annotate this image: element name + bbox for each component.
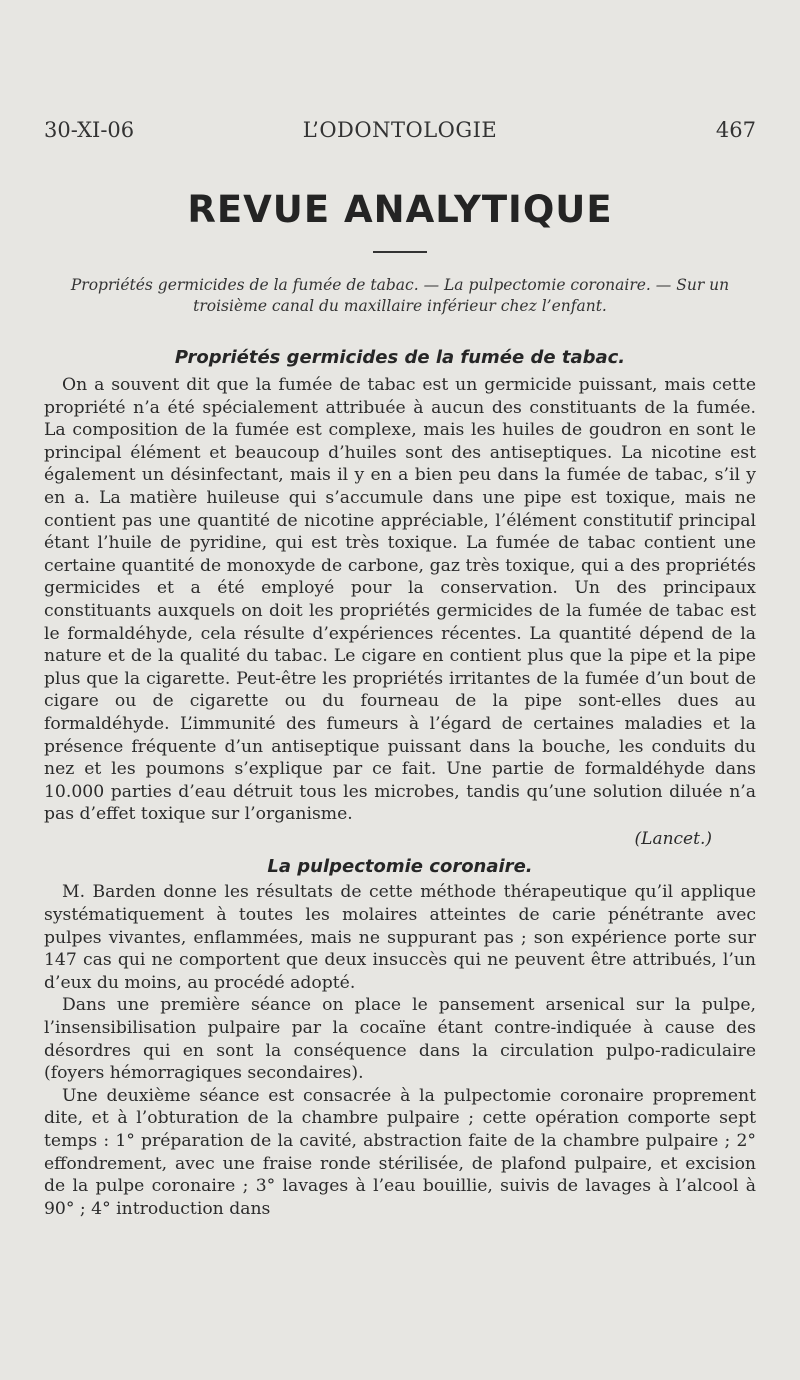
page-title: REVUE ANALYTIQUE: [187, 188, 613, 231]
title-divider: [373, 251, 427, 253]
page-number: 467: [715, 118, 756, 142]
source-citation: (Lancet.): [634, 828, 712, 849]
issue-date: 30-XI-06: [44, 118, 135, 142]
paragraph: On a souvent dit que la fumée de tabac est un germicide puissant, mais cette propriété n’a été spécialement attribuée à aucun des constituants de la fumée. La composition de la fumée est complexe, mais les huiles de goudron en sont le principal élément et beaucoup d’huiles sont des antiseptiques. La nicotine est également un désinfectant, mais il y en a bien peu dans la fumée de tabac, s’il y en a. La matière huileuse qui s’accumule dans une pipe est toxique, mais ne contient pas une quantité de nicotine appréciable, l’élément constitutif principal étant l’huile de pyridine, qui est très toxique. La fumée de tabac contient une certaine quantité de monoxyde de carbone, gaz très toxique, qui a des propriétés germicides et a été employé pour la conservation. Un des principaux constituants auxquels on doit les propriétés germicides de la fumée de tabac est le formaldéhyde, cela résulte d’expériences récentes. La quantité dépend de la nature et de la qualité du tabac. Le cigare en contient plus que la pipe et la pipe plus que la cigarette. Peut-être les propriétés irritantes de la fumée d’un bout de cigare ou de cigarette ou du fourneau de la pipe sont-elles dues au formaldéhyde. L’immunité des fumeurs à l’égard de certaines maladies et la présence fréquente d’un antiseptique puissant dans la bouche, les conduits du nez et les poumons s’explique par ce fait. Une partie de formaldéhyde dans 10.000 parties d’eau détruit tous les microbes, tandis qu’une solution diluée n’a pas d’effet toxique sur l’organisme.: [44, 375, 756, 825]
section-heading: La pulpectomie coronaire.: [267, 856, 533, 878]
section-tobacco: [44, 347, 756, 850]
journal-name: L’ODONTOLOGIE: [302, 118, 498, 142]
section-heading: Propriétés germicides de la fumée de tabac.: [174, 347, 626, 368]
paragraph: Dans une première séance on place le pansement arsenical sur la pulpe, l’insensibilisation pulpaire par la cocaïne étant contre-indiquée à cause des désordres qui en sont la conséquence dans la circulation pulpo-radiculaire (foyers hémorragiques secondaires).: [44, 995, 756, 1084]
page: [44, 118, 756, 1220]
paragraph: M. Barden donne les résultats de cette méthode thérapeutique qu’il applique systématiquement à toutes les molaires atteintes de carie pénétrante avec pulpes vivantes, enflammées, mais ne suppurant pas ; son expérience porte sur 147 cas qui ne comportent que deux insuccès qui ne peuvent être attribués, l’un d’eux du moins, au procédé adopté.: [44, 882, 756, 993]
running-header: [44, 118, 756, 154]
contents-summary: Propriétés germicides de la fumée de tabac. — La pulpectomie coronaire. — Sur un troisième canal du maxillaire inférieur chez l’enfant.: [70, 276, 730, 315]
section-pulpectomy: [44, 856, 756, 1220]
paragraph: Une deuxième séance est consacrée à la pulpectomie coronaire proprement dite, et à l’obturation de la chambre pulpaire ; cette opération comporte sept temps : 1° préparation de la cavité, abstraction faite de la chambre pulpaire ; 2° effondrement, avec une fraise ronde stérilisée, de plafond pulpaire, et excision de la pulpe coronaire ; 3° lavages à l’eau bouillie, suivis de lavages à l’alcool à 90° ; 4° introduction dans: [44, 1085, 756, 1219]
